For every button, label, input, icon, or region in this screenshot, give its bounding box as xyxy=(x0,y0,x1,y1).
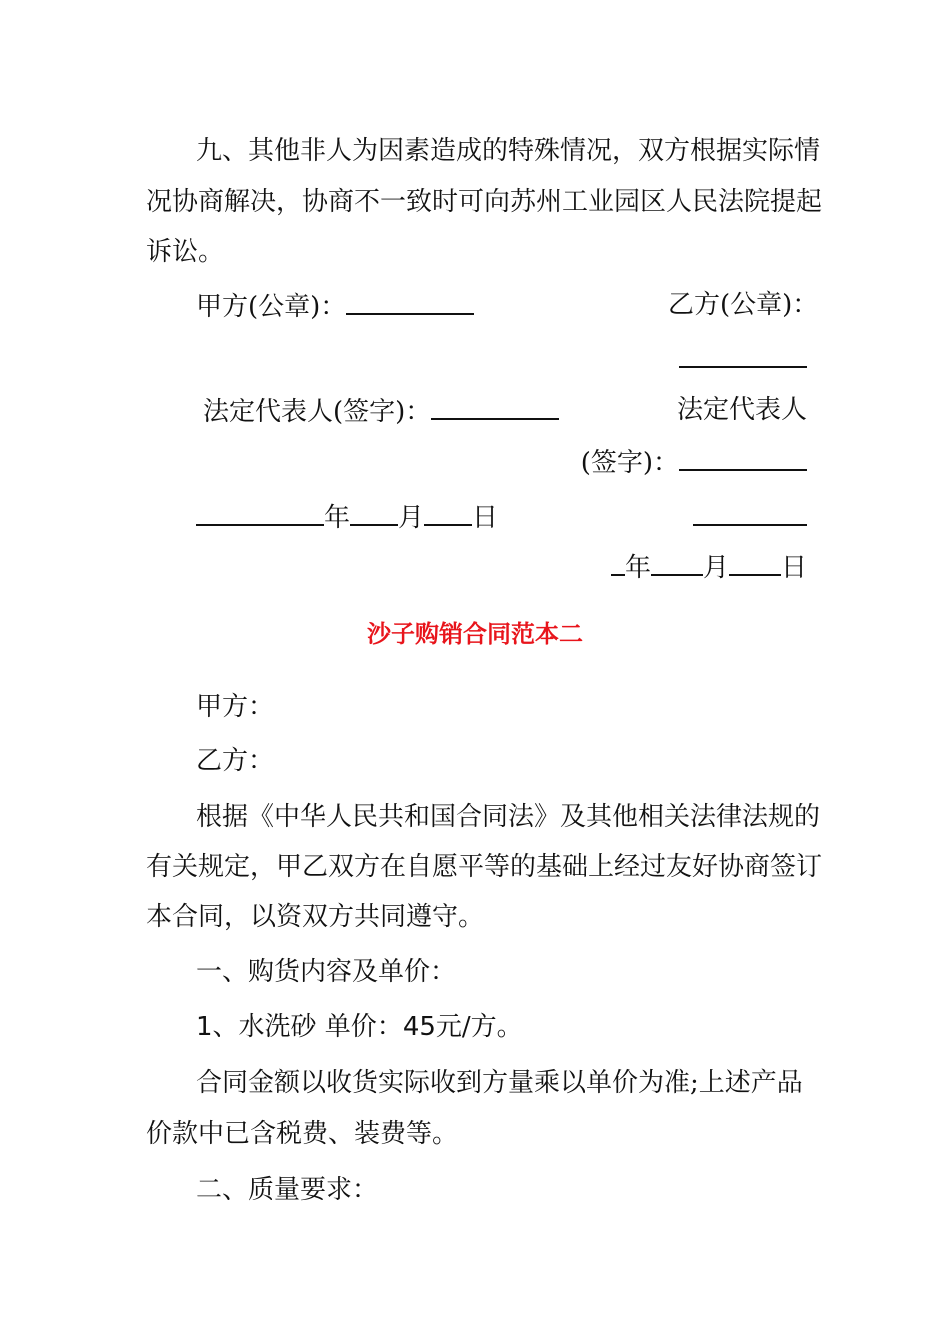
item1-number: 1 xyxy=(196,1012,213,1042)
date-a-year-label: 年 xyxy=(324,503,351,533)
rep-a-blank xyxy=(431,392,559,420)
intro-line2: 有关规定，甲乙双方在自愿平等的基础上经过友好协商签订 xyxy=(146,852,823,882)
party-b-seal-label: 乙方(公章)： xyxy=(668,290,819,320)
rep-a-row xyxy=(203,392,559,430)
item1-row xyxy=(196,1009,523,1045)
item1-text: 、水洗砂 单价： xyxy=(212,1012,403,1042)
date-a-month-label: 月 xyxy=(398,503,425,533)
party-b-label: 乙方： xyxy=(196,746,275,776)
party-a-label: 甲方： xyxy=(196,692,275,722)
date-b-year-blank xyxy=(693,498,807,526)
amount-line2: 价款中已含税费、装费等。 xyxy=(146,1119,459,1149)
date-b-month-label: 月 xyxy=(702,553,729,583)
intro-line3: 本合同，以资双方共同遵守。 xyxy=(146,902,485,932)
rep-b-blank xyxy=(679,443,807,471)
date-b-year-label: 年 xyxy=(624,553,651,583)
contract-title: 沙子购销合同范本二 xyxy=(367,620,583,648)
amount-line1: 合同金额以收货实际收到方量乘以单价为准;上述产品 xyxy=(196,1068,803,1098)
rep-b-label-line2: (签字)： xyxy=(580,448,679,478)
item1-price: 45 xyxy=(402,1012,436,1042)
date-a-day-label: 日 xyxy=(472,503,499,533)
date-a-row xyxy=(196,498,498,536)
date-b-year-blank-tail xyxy=(611,548,625,576)
party-a-seal-blank xyxy=(346,287,474,315)
date-a-day-blank xyxy=(424,498,472,526)
date-b-month-blank xyxy=(651,548,703,576)
date-a-month-blank xyxy=(350,498,398,526)
party-b-seal-row xyxy=(679,340,807,378)
date-b-year-blank-row xyxy=(693,498,807,536)
date-b-day-label: 日 xyxy=(780,553,807,583)
rep-b-row xyxy=(581,443,807,481)
party-a-seal-row xyxy=(196,287,474,325)
section2-heading: 二、质量要求： xyxy=(196,1175,379,1205)
party-b-seal-blank xyxy=(679,340,807,368)
item1-unit: 元/方。 xyxy=(435,1012,523,1042)
date-a-year-blank xyxy=(196,498,324,526)
clause9-line1: 九、其他非人为因素造成的特殊情况，双方根据实际情 xyxy=(196,136,821,166)
date-b-day-blank xyxy=(729,548,781,576)
clause9-line2: 况协商解决，协商不一致时可向苏州工业园区人民法院提起 xyxy=(146,187,823,217)
party-a-seal-label: 甲方(公章)： xyxy=(196,292,347,322)
rep-a-label: 法定代表人(签字)： xyxy=(203,397,432,427)
clause9-line3: 诉讼。 xyxy=(146,237,225,267)
section1-heading: 一、购货内容及单价： xyxy=(196,957,457,987)
intro-line1: 根据《中华人民共和国合同法》及其他相关法律法规的 xyxy=(196,802,821,832)
rep-b-label-line1: 法定代表人 xyxy=(676,395,807,425)
date-b-row xyxy=(611,548,807,586)
